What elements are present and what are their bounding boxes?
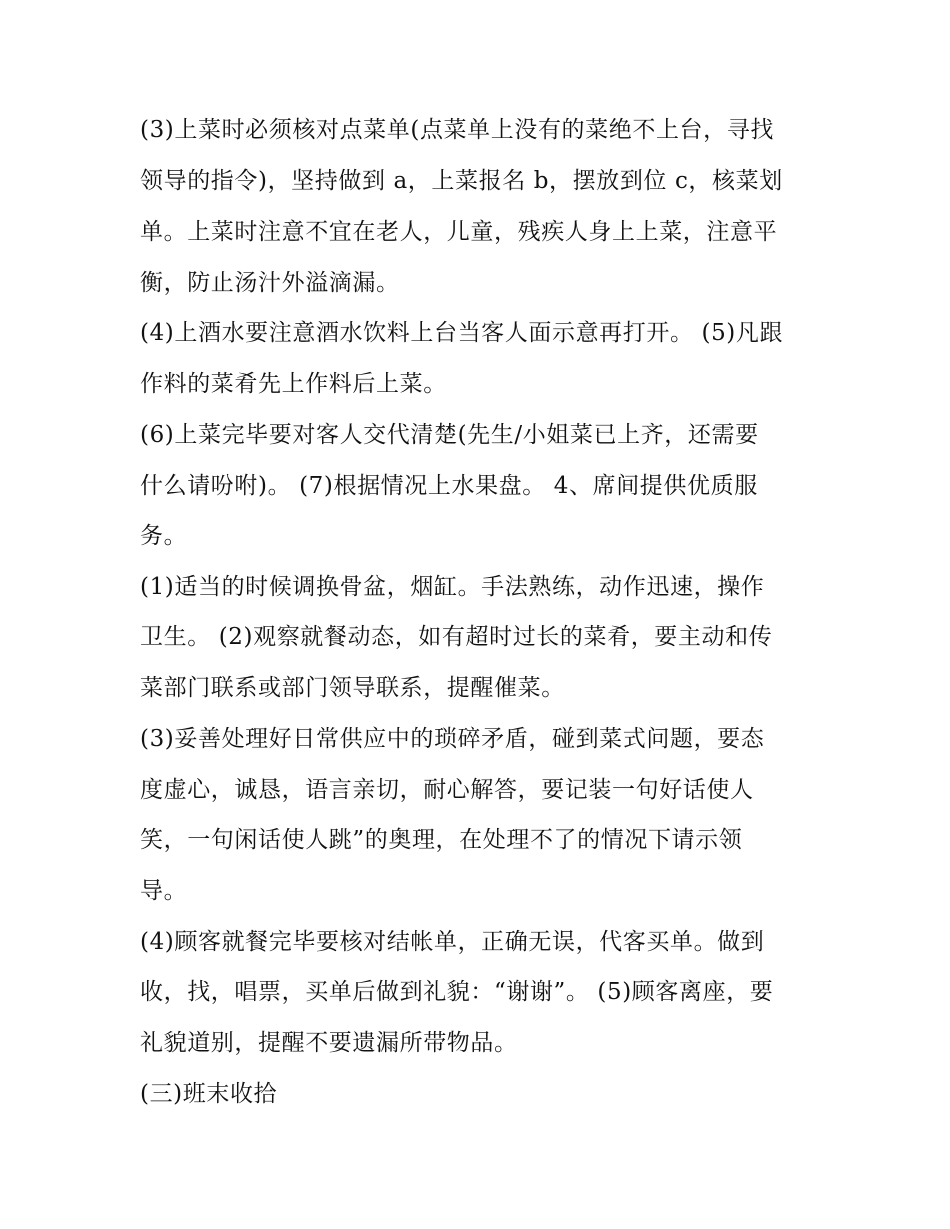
text-line: 卫生。 (2)观察就餐动态，如有超时过长的菜肴，要主动和传 bbox=[140, 624, 773, 650]
text-line: 度虚心，诚恳，语言亲切，耐心解答，要记装一句好话使人 bbox=[140, 777, 754, 803]
text-line: 收，找，唱票，买单后做到礼貌：“谢谢”。 (5)顾客离座，要 bbox=[140, 979, 774, 1005]
text-line: (6)上菜完毕要对客人交代清楚(先生/小姐菜已上齐，还需要 bbox=[140, 422, 759, 448]
text-line: 领导的指令)，坚持做到 a，上菜报名 b，摆放到位 c，核菜划 bbox=[140, 168, 783, 194]
text-line: 务。 bbox=[140, 523, 188, 549]
text-line: (1)适当的时候调换骨盆，烟缸。手法熟练，动作迅速，操作 bbox=[140, 574, 765, 600]
text-line: 衡，防止汤汁外溢滴漏。 bbox=[140, 270, 400, 296]
text-line: 菜部门联系或部门领导联系，提醒催菜。 bbox=[140, 675, 565, 701]
text-line: 作料的菜肴先上作料后上菜。 bbox=[140, 371, 447, 397]
text-line: (4)顾客就餐完毕要核对结帐单，正确无误，代客买单。做到 bbox=[140, 929, 765, 955]
text-line: (3)妥善处理好日常供应中的琐碎矛盾，碰到菜式问题，要态 bbox=[140, 726, 765, 752]
text-line: 单。上菜时注意不宜在老人，儿童，残疾人身上上菜，注意平 bbox=[140, 219, 778, 245]
text-line: 笑，一句闲话使人跳”的奥理，在处理不了的情况下请示领 bbox=[140, 827, 743, 853]
text-line: 礼貌道别，提醒不要遗漏所带物品。 bbox=[140, 1030, 518, 1056]
text-line: (4)上酒水要注意酒水饮料上台当客人面示意再打开。 (5)凡跟 bbox=[140, 320, 784, 346]
text-line: (3)上菜时必须核对点菜单(点菜单上没有的菜绝不上台，寻找 bbox=[140, 117, 774, 143]
text-line: 什么请吩咐)。 (7)根据情况上水果盘。 4、席间提供优质服 bbox=[140, 473, 758, 499]
section-heading: (三)班末收拾 bbox=[140, 1081, 278, 1107]
text-line: 导。 bbox=[140, 878, 188, 904]
